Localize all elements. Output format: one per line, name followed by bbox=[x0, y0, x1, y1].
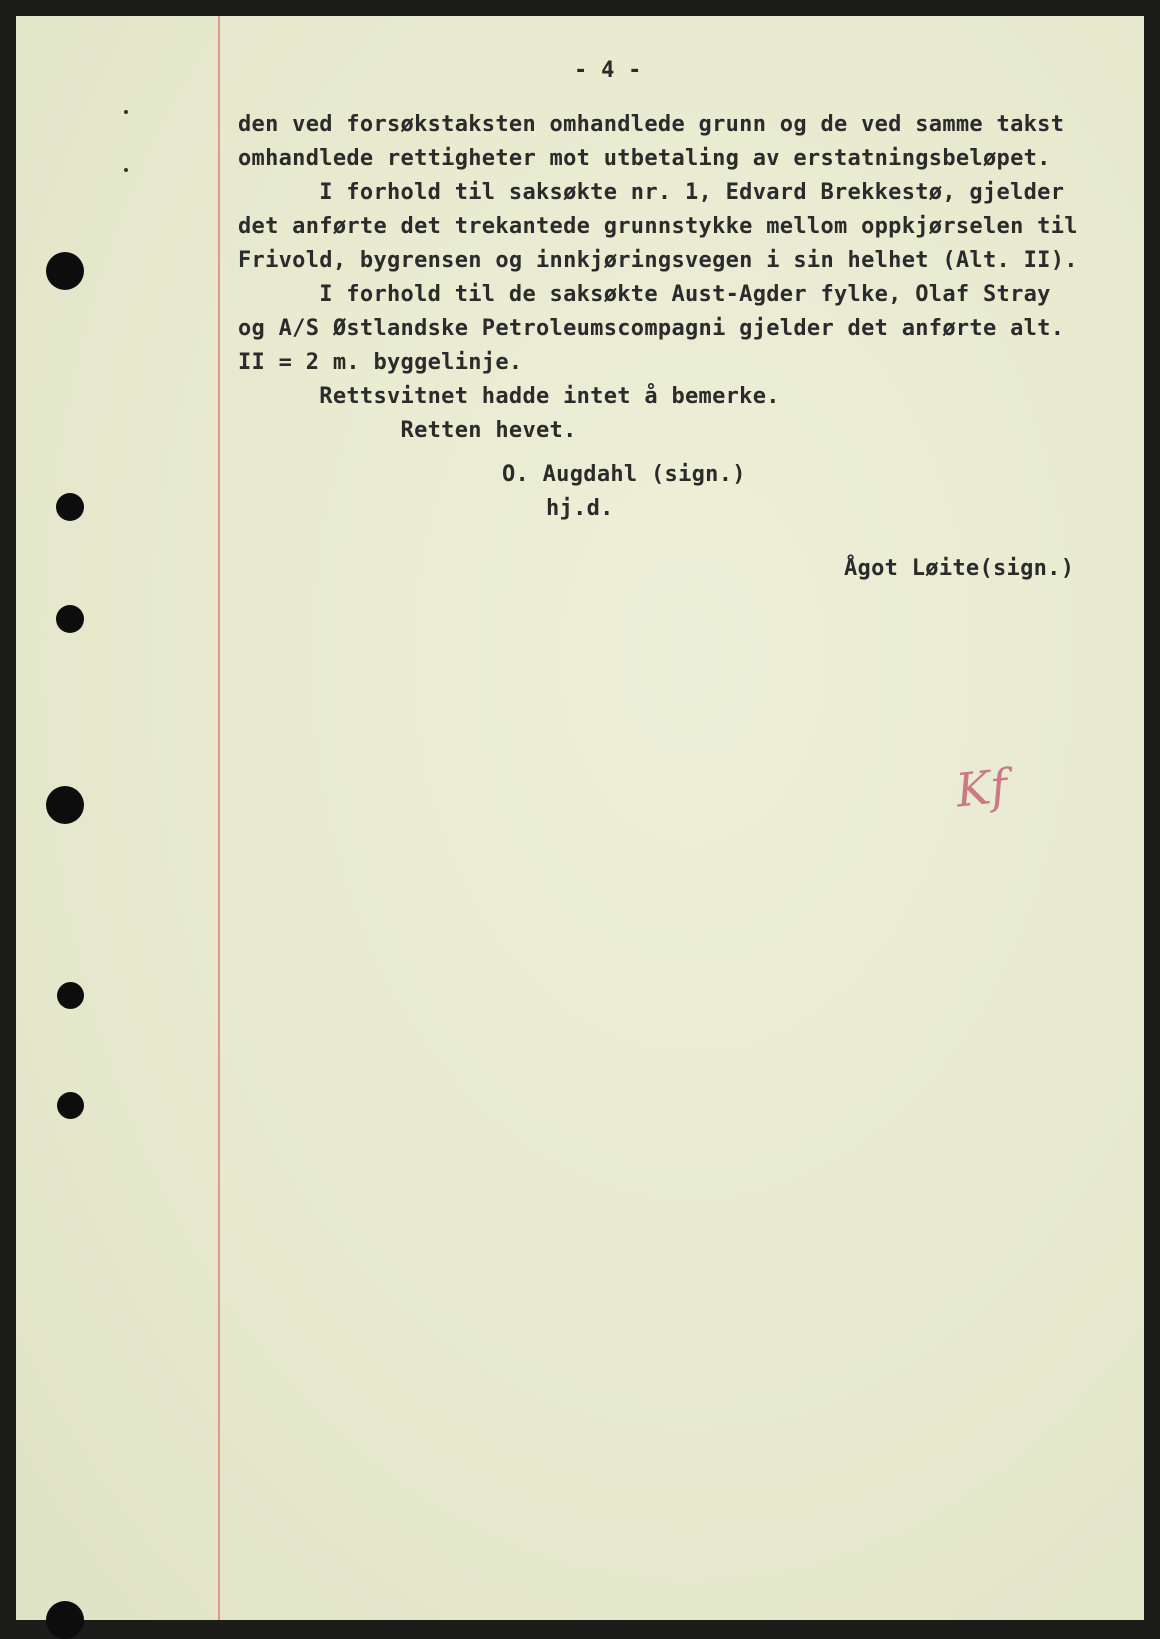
text-line: Frivold, bygrensen og innkjøringsvegen i sin helhet (Alt. II). bbox=[238, 248, 1078, 273]
text-line: den ved forsøkstaksten omhandlede grunn og de ved samme takst bbox=[238, 112, 1065, 137]
witness-signature: Ågot Løite(sign.) bbox=[844, 556, 1075, 581]
text-line: omhandlede rettigheter mot utbetaling av erstatningsbeløpet. bbox=[238, 146, 1051, 171]
ink-speck bbox=[124, 168, 128, 172]
punch-hole bbox=[56, 605, 84, 633]
punch-hole bbox=[57, 1092, 84, 1119]
text-line: I forhold til de saksøkte Aust-Agder fylke, Olaf Stray bbox=[238, 282, 1051, 307]
text-line: I forhold til saksøkte nr. 1, Edvard Brekkestø, gjelder bbox=[238, 180, 1065, 205]
ink-speck bbox=[124, 110, 128, 114]
punch-hole bbox=[46, 1601, 84, 1639]
handwritten-initials: Kf bbox=[953, 758, 1011, 818]
text-line: Retten hevet. bbox=[238, 418, 577, 443]
judge-title: hj.d. bbox=[546, 496, 614, 521]
punch-hole bbox=[46, 786, 84, 824]
page-number: - 4 - bbox=[574, 58, 642, 83]
text-line: Rettsvitnet hadde intet å bemerke. bbox=[238, 384, 780, 409]
punch-hole bbox=[46, 252, 84, 290]
text-line: det anførte det trekantede grunnstykke mellom oppkjørselen til bbox=[238, 214, 1078, 239]
text-line: og A/S Østlandske Petroleumscompagni gjelder det anførte alt. bbox=[238, 316, 1065, 341]
margin-line bbox=[218, 16, 220, 1620]
punch-hole bbox=[57, 982, 84, 1009]
judge-signature: O. Augdahl (sign.) bbox=[502, 462, 746, 487]
text-line: II = 2 m. byggelinje. bbox=[238, 350, 523, 375]
document-page bbox=[16, 16, 1144, 1620]
punch-hole bbox=[56, 493, 84, 521]
